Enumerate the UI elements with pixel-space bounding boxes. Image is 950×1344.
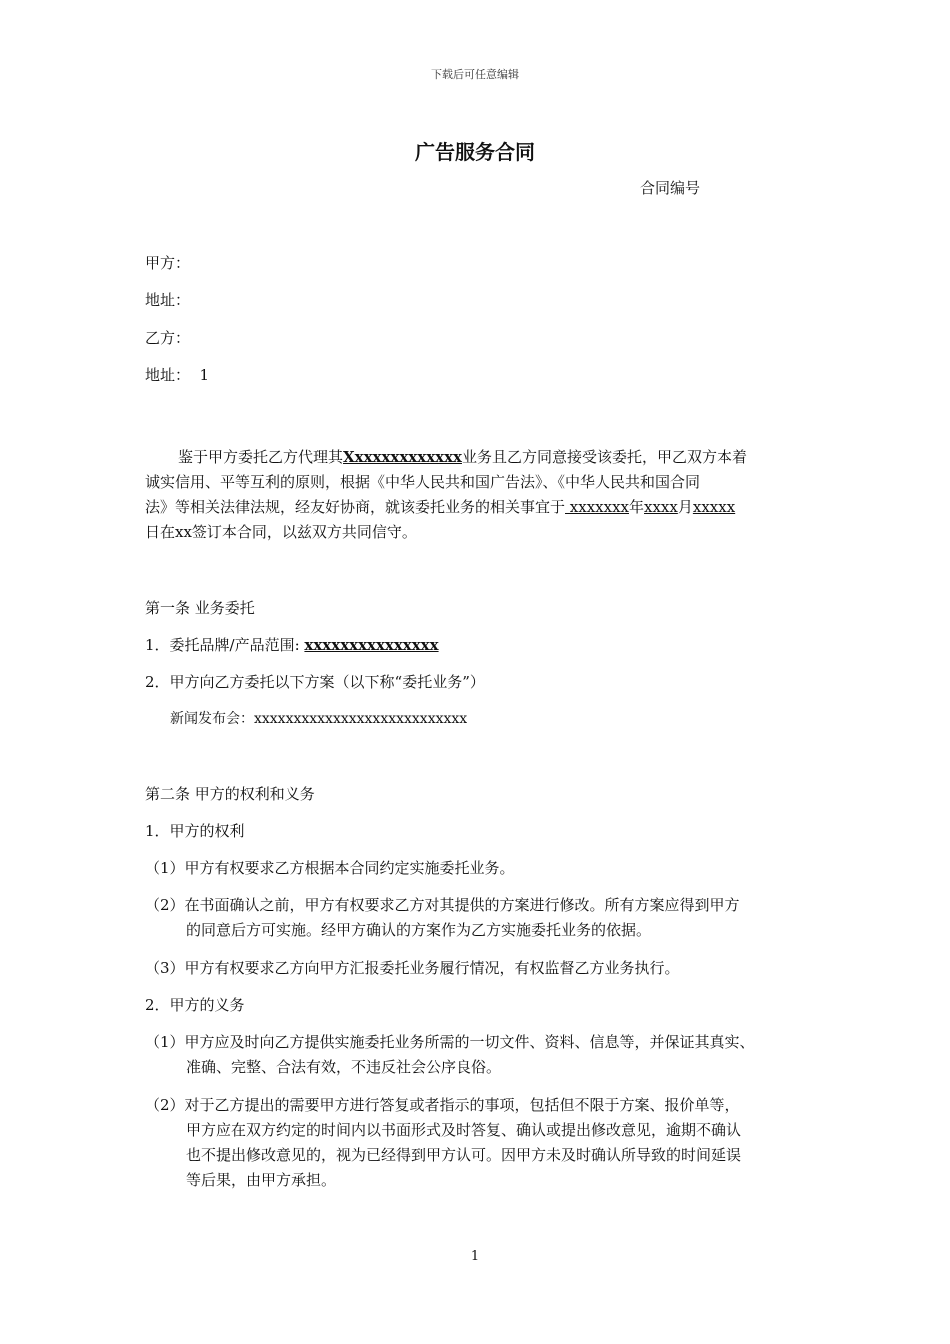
day-placeholder: xxxxx: [692, 498, 736, 516]
article-1-heading: 第一条 业务委托: [145, 599, 255, 617]
article-1-item-2: 2．甲方向乙方委托以下方案（以下称“委托业务”）: [145, 673, 485, 691]
month-label: 月: [677, 498, 693, 516]
preamble-text: 鉴于甲方委托乙方代理其: [178, 448, 344, 466]
business-placeholder: Xxxxxxxxxxxxx: [343, 448, 462, 466]
party-a-label: 甲方：: [145, 254, 191, 272]
duty-2-line-4: 等后果，由甲方承担。: [186, 1171, 337, 1189]
right-2-line-1: （2）在书面确认之前，甲方有权要求乙方对其提供的方案进行修改。所有方案应得到甲方: [145, 896, 740, 914]
page-header: 下载后可任意编辑: [431, 68, 519, 81]
duty-2-line-1: （2）对于乙方提出的需要甲方进行答复或者指示的事项，包括但不限于方案、报价单等，: [145, 1096, 740, 1114]
party-b-label: 乙方：: [145, 329, 191, 347]
right-1: （1）甲方有权要求乙方根据本合同约定实施委托业务。: [145, 859, 515, 877]
party-b-address-label: 地址： 1: [145, 366, 210, 384]
preamble-line-1: [178, 446, 747, 467]
right-2-line-2: 的同意后方可实施。经甲方确认的方案作为乙方实施委托业务的依据。: [186, 921, 652, 939]
item-label: 1．委托品牌/产品范围:: [145, 636, 305, 654]
duty-1-line-2: 准确、完整、合法有效，不违反社会公序良俗。: [186, 1058, 502, 1076]
brand-placeholder: xxxxxxxxxxxxxxx: [304, 636, 439, 654]
contract-number-label: 合同编号: [640, 179, 701, 197]
duty-2-line-2: 甲方应在双方约定的时间内以书面形式及时答复、确认或提出修改意见，逾期不确认: [186, 1121, 742, 1139]
document-title: 广告服务合同: [415, 140, 535, 164]
duties-heading: 2．甲方的义务: [145, 996, 245, 1014]
article-1-item-1: [145, 634, 439, 655]
duty-1-line-1: （1）甲方应及时向乙方提供实施委托业务所需的一切文件、资料、信息等，并保证其真实、: [145, 1033, 755, 1051]
rights-heading: 1．甲方的权利: [145, 822, 245, 840]
year-label: 年: [629, 498, 645, 516]
preamble-text: 业务且乙方同意接受该委托，甲乙双方本着: [461, 448, 747, 466]
right-3: （3）甲方有权要求乙方向甲方汇报委托业务履行情况，有权监督乙方业务执行。: [145, 959, 680, 977]
preamble-line-4: 日在xx签订本合同，以兹双方共同信守。: [145, 523, 417, 541]
page-number: 1: [470, 1249, 480, 1264]
party-a-address-label: 地址：: [145, 291, 191, 309]
preamble-line-2: 诚实信用、平等互利的原则，根据《中华人民共和国广告法》、《中华人民共和国合同: [145, 473, 701, 491]
preamble-line-3: [145, 496, 735, 517]
year-placeholder: xxxxxxx: [565, 498, 629, 516]
duty-2-line-3: 也不提出修改意见的，视为已经得到甲方认可。因甲方未及时确认所导致的时间延误: [186, 1146, 742, 1164]
preamble-text: 法》等相关法律法规，经友好协商，就该委托业务的相关事宜于: [145, 498, 566, 516]
article-2-heading: 第二条 甲方的权利和义务: [145, 785, 315, 803]
month-placeholder: xxxx: [644, 498, 678, 516]
press-conference-line: 新闻发布会：xxxxxxxxxxxxxxxxxxxxxxxxxxx: [170, 711, 468, 727]
